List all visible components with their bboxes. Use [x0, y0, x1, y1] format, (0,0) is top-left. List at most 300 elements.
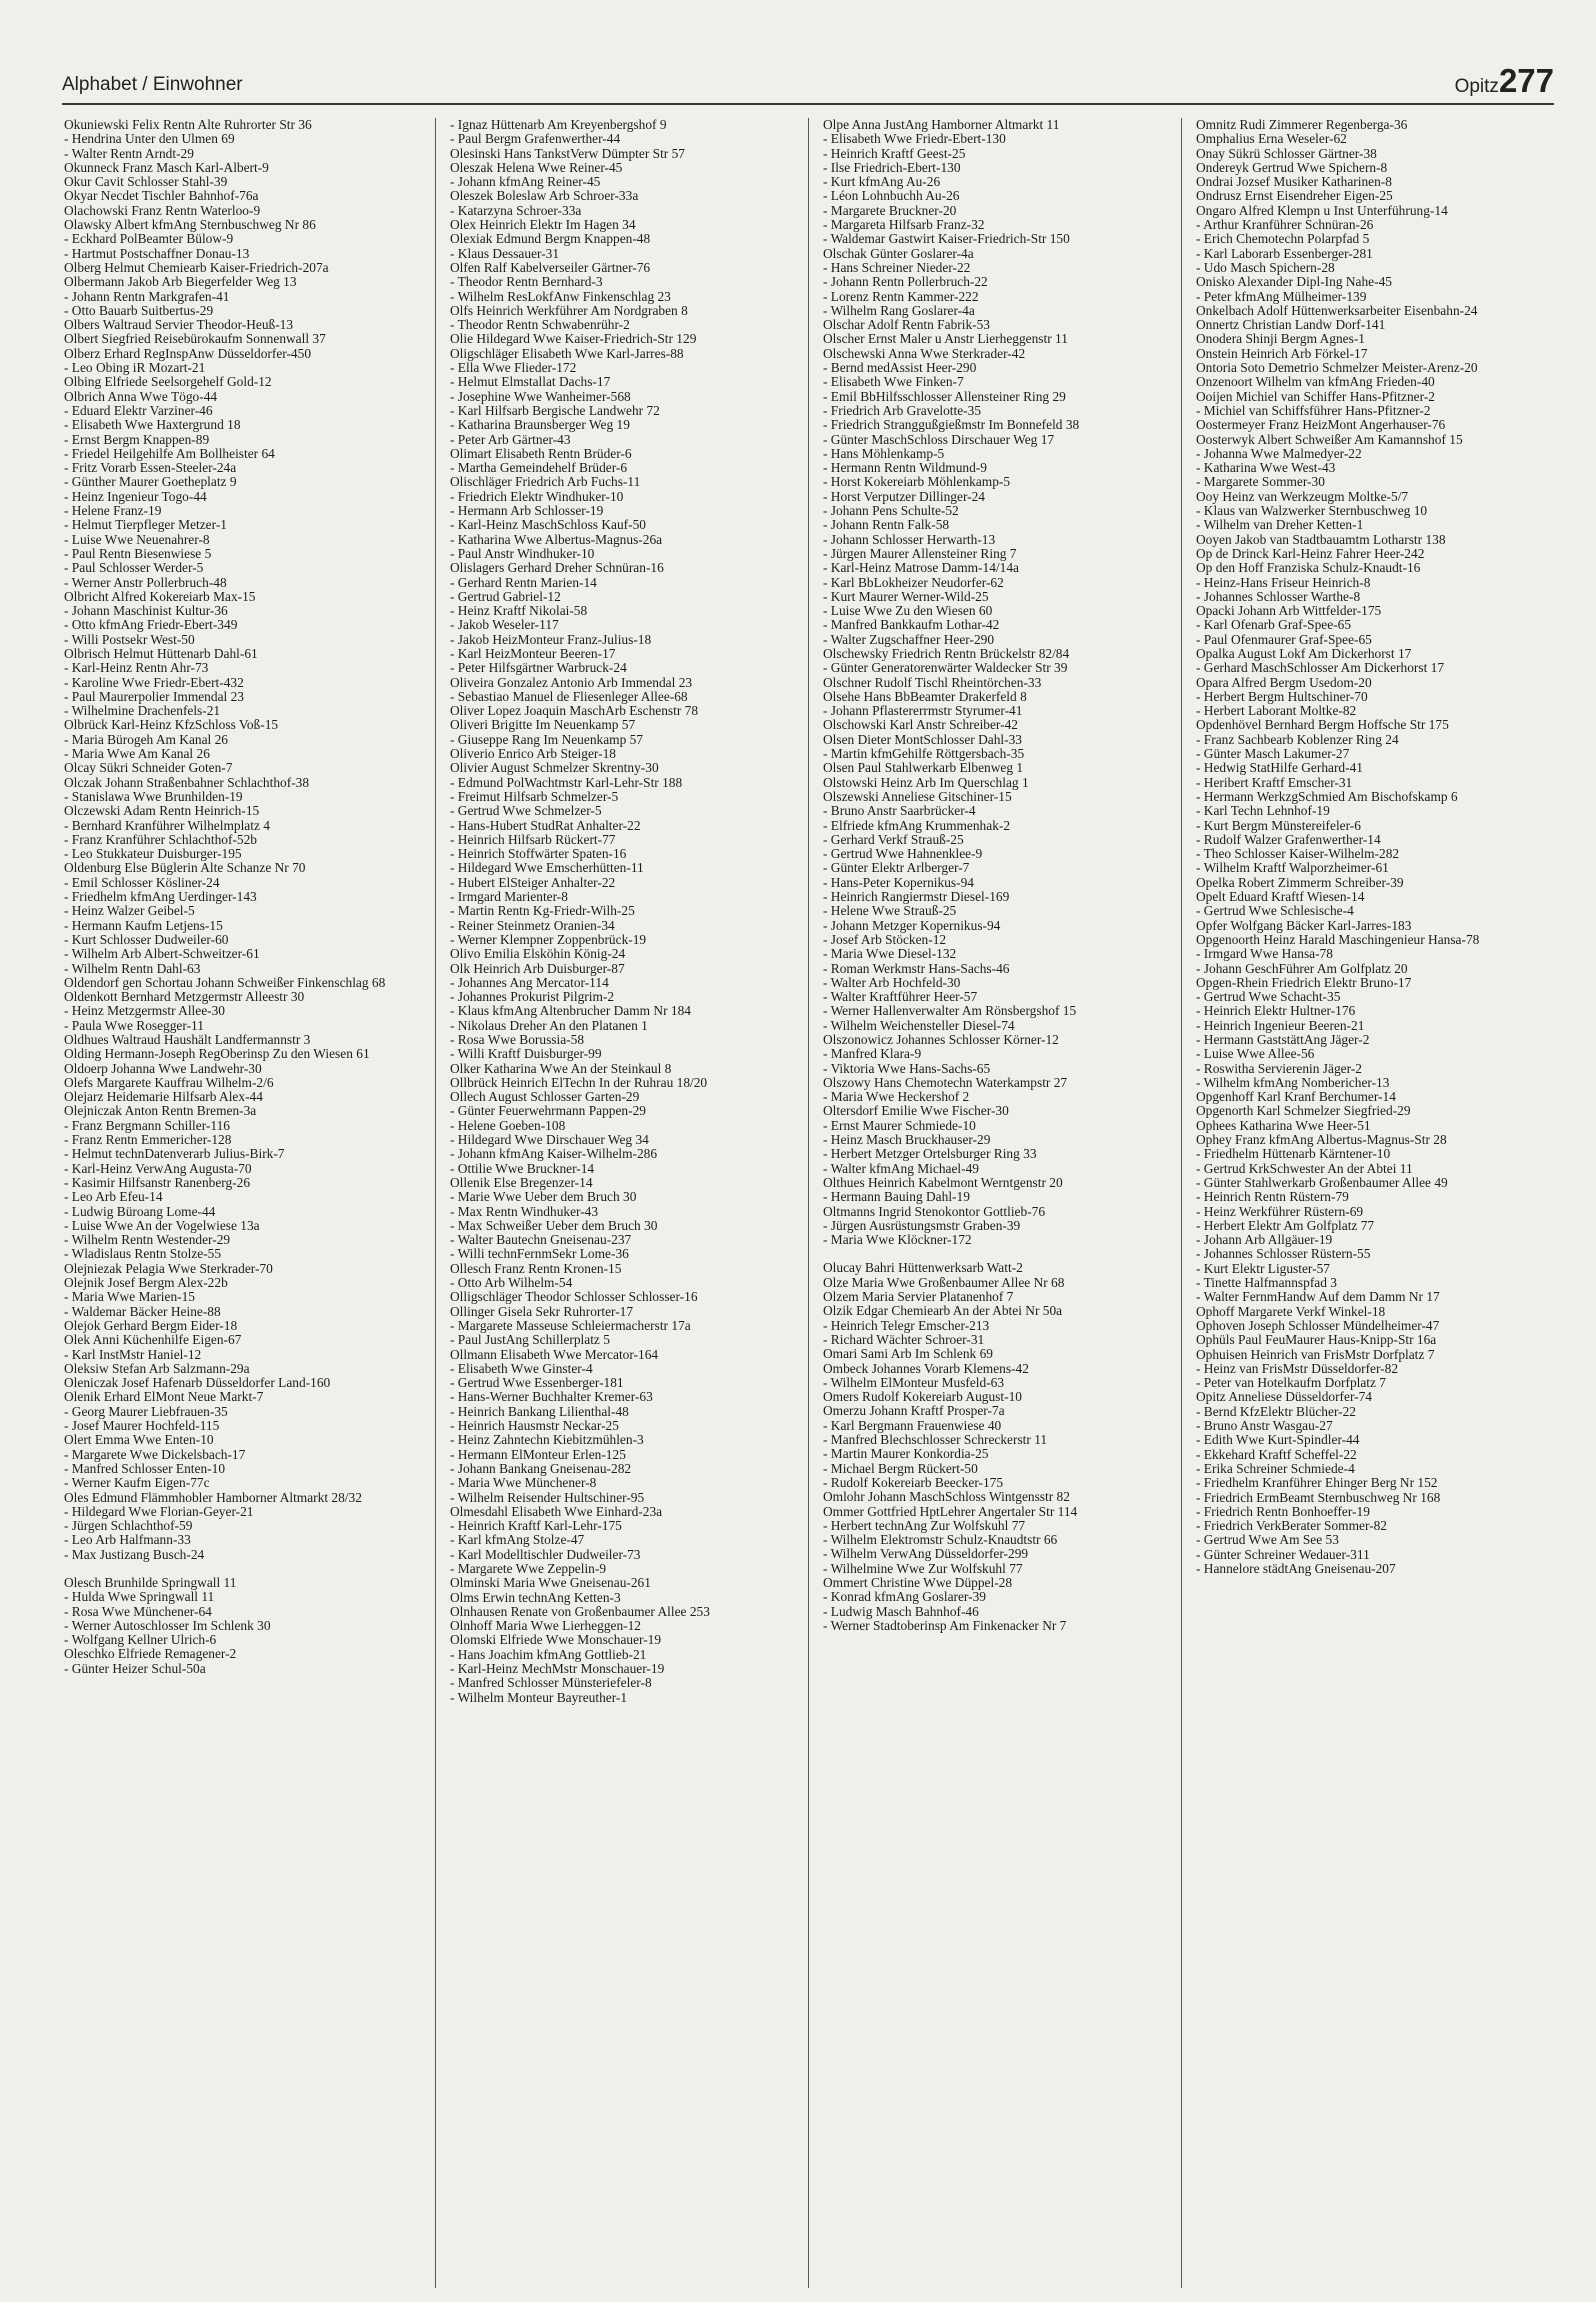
directory-entry: Olschewsky Friedrich Rentn Brückelstr 82/84 [823, 645, 1070, 661]
directory-entry: - Walter Zugschaffner Heer-290 [823, 631, 995, 647]
directory-entry: - Heinrich Ingenieur Beeren-21 [1196, 1017, 1365, 1033]
directory-entry: Opelka Robert Zimmerm Schreiber-39 [1196, 874, 1404, 890]
directory-entry: - Günter Masch Lakumer-27 [1196, 746, 1350, 762]
directory-entry: - Gertrud Wwe Schmelzer-5 [450, 803, 602, 819]
directory-entry: - Margareta Hilfsarb Franz-32 [823, 217, 985, 233]
directory-entry: - Walter Kraftführer Heer-57 [823, 989, 978, 1005]
directory-entry: - Heinrich Telegr Emscher-213 [823, 1317, 990, 1333]
directory-entry: Oles Edmund Flämmhobler Hamborner Altmarkt 28/32 [64, 1489, 362, 1505]
directory-entry: - Franz Sachbearb Koblenzer Ring 24 [1196, 731, 1399, 747]
directory-entry: - Jürgen Maurer Allensteiner Ring 7 [823, 545, 1017, 561]
directory-entry: Opelt Eduard Kraftf Wiesen-14 [1196, 889, 1365, 905]
directory-entry: - Rudolf Kokereiarb Beecker-175 [823, 1474, 1004, 1490]
directory-entry: Olucay Bahri Hüttenwerksarb Watt-2 [823, 1260, 1023, 1276]
directory-entry: - Arthur Kranführer Schnüran-26 [1196, 217, 1374, 233]
directory-entry: - Friedrich Stranggußgießmstr Im Bonnefeld 38 [823, 417, 1080, 433]
directory-entry: - Johanna Wwe Malmedyer-22 [1196, 445, 1362, 461]
directory-entry: Oldoerp Johanna Wwe Landwehr-30 [64, 1060, 262, 1076]
directory-entry: - Fritz Vorarb Essen-Steeler-24a [64, 460, 237, 476]
directory-entry: - Erich Chemotechn Polarpfad 5 [1196, 231, 1370, 247]
directory-entry: Olesinski Hans TankstVerw Dümpter Str 57 [450, 145, 685, 161]
directory-entry: Olczak Johann Straßenbahner Schlachthof-38 [64, 774, 310, 790]
directory-entry: Olimart Elisabeth Rentn Brüder-6 [450, 445, 632, 461]
directory-entry: Ombeck Johannes Vorarb Klemens-42 [823, 1360, 1029, 1376]
directory-entry: - Giuseppe Rang Im Neuenkamp 57 [450, 731, 644, 747]
directory-entry: - Leo Obing iR Mozart-21 [64, 360, 206, 376]
directory-entry: Olomski Elfriede Wwe Monschauer-19 [450, 1632, 662, 1648]
directory-entry: Ondrai Jozsef Musiker Katharinen-8 [1196, 174, 1392, 190]
directory-entry: - Bruno Anstr Wasgau-27 [1196, 1418, 1333, 1434]
directory-entry: Ommer Gottfried HptLehrer Angertaler Str 114 [823, 1503, 1078, 1519]
directory-entry: - Paula Wwe Rosegger-11 [64, 1017, 204, 1033]
directory-entry: - Johann Arb Allgäuer-19 [1196, 1232, 1333, 1248]
directory-entry: - Gerhard MaschSchlosser Am Dickerhorst 17 [1196, 660, 1445, 676]
directory-entry: - Manfred Blechschlosser Schreckerstr 11 [823, 1432, 1048, 1448]
directory-entry: - Margarete Wwe Dickelsbach-17 [64, 1446, 246, 1462]
directory-entry: Olschowski Karl Anstr Schreiber-42 [823, 717, 1018, 733]
directory-entry: - Ludwig Büroang Lome-44 [64, 1203, 216, 1219]
publisher-name: Opitz [1454, 76, 1499, 97]
directory-entry: Olbing Elfriede Seelsorgehelf Gold-12 [64, 374, 272, 390]
directory-entry: Olsehe Hans BbBeamter Drakerfeld 8 [823, 688, 1027, 704]
directory-entry: - Eckhard PolBeamter Bülow-9 [64, 231, 234, 247]
directory-entry: Olscher Ernst Maler u Anstr Lierheggenstr 11 [823, 331, 1068, 347]
directory-entry: - Werner Kaufm Eigen-77c [64, 1475, 210, 1491]
directory-entry: Olschewski Anna Wwe Sterkrader-42 [823, 345, 1026, 361]
directory-entry: Omari Sami Arb Im Schlenk 69 [823, 1346, 993, 1362]
directory-entry: - Wilhelm Reisender Hultschiner-95 [450, 1489, 645, 1505]
directory-entry: - Hendrina Unter den Ulmen 69 [64, 131, 235, 147]
directory-entry: - Hans Schreiner Nieder-22 [823, 259, 971, 275]
directory-entry: - Heinrich Hausmstr Neckar-25 [450, 1418, 619, 1434]
directory-entry: Ooyen Jakob van Stadtbauamtm Lotharstr 138 [1196, 531, 1446, 547]
directory-entry: - Heinz Masch Bruckhauser-29 [823, 1132, 991, 1148]
directory-entry: - Margarete Masseuse Schleiermacherstr 17a [450, 1317, 691, 1333]
directory-entry: Okyar Necdet Tischler Bahnhof-76a [64, 188, 259, 204]
directory-entry: - Heinz Ingenieur Togo-44 [64, 488, 207, 504]
directory-entry: Oleszak Helena Wwe Reiner-45 [450, 159, 623, 175]
directory-entry: - Theodor Rentn Bernhard-3 [450, 274, 603, 290]
header-rule [62, 103, 1554, 105]
directory-entry: - Helmut Elmstallat Dachs-17 [450, 374, 611, 390]
directory-entry: Ondrusz Ernst Eisendreher Eigen-25 [1196, 188, 1393, 204]
directory-entry: - Ernst Maurer Schmiede-10 [823, 1117, 976, 1133]
directory-entry: Onnertz Christian Landw Dorf-141 [1196, 317, 1386, 333]
directory-entry: - Edmund PolWachtmstr Karl-Lehr-Str 188 [450, 774, 683, 790]
directory-entry: - Wilhelm ElMonteur Musfeld-63 [823, 1374, 1005, 1390]
directory-entry: - Johannes Ang Mercator-114 [450, 974, 609, 990]
directory-entry: - Elisabeth Wwe Ginster-4 [450, 1360, 593, 1376]
directory-entry: - Günter Elektr Arlberger-7 [823, 860, 970, 876]
directory-entry: - Heinrich Elektr Hultner-176 [1196, 1003, 1356, 1019]
directory-entry: - Werner Hallenverwalter Am Rönsbergshof 15 [823, 1003, 1077, 1019]
directory-entry: Ooy Heinz van Werkzeugm Moltke-5/7 [1196, 488, 1409, 504]
directory-entry: Olbricht Alfred Kokereiarb Max-15 [64, 588, 256, 604]
directory-entry: - Ernst Bergm Knappen-89 [64, 431, 210, 447]
directory-entry: - Jürgen Ausrüstungsmstr Graben-39 [823, 1217, 1021, 1233]
directory-entry: - Hans-Hubert StudRat Anhalter-22 [450, 817, 641, 833]
directory-entry: Onay Sükrü Schlosser Gärtner-38 [1196, 145, 1377, 161]
directory-entry: - Josephine Wwe Wanheimer-568 [450, 388, 631, 404]
directory-entry: Olzik Edgar Chemiearb An der Abtei Nr 50a [823, 1303, 1063, 1319]
directory-entry: - Hildegard Wwe Dirschauer Weg 34 [450, 1132, 649, 1148]
directory-entry: - Wilhelm Arb Albert-Schweitzer-61 [64, 946, 260, 962]
directory-entry: - Elisabeth Wwe Finken-7 [823, 374, 964, 390]
directory-entry: - Rosa Wwe Borussia-58 [450, 1032, 585, 1047]
directory-entry: - Wilhelm VerwAng Düsseldorfer-299 [823, 1546, 1029, 1562]
directory-entry: - Wilhelm van Dreher Ketten-1 [1196, 517, 1364, 533]
directory-entry: - Elfriede kfmAng Krummenhak-2 [823, 817, 1011, 833]
directory-entry: Olsen Dieter MontSchlosser Dahl-33 [823, 731, 1022, 747]
directory-entry: - Hermann Bauing Dahl-19 [823, 1189, 970, 1205]
directory-entry: - Klaus kfmAng Altenbrucher Damm Nr 184 [450, 1003, 691, 1019]
directory-entry: Olze Maria Wwe Großenbaumer Allee Nr 68 [823, 1274, 1065, 1290]
directory-entry: Olszowy Hans Chemotechn Waterkampstr 27 [823, 1074, 1068, 1090]
directory-entry: - Werner Anstr Pollerbruch-48 [64, 574, 227, 590]
directory-entry: - Hildegard Wwe Florian-Geyer-21 [64, 1503, 254, 1519]
directory-entry: - Johann kfmAng Kaiser-Wilhelm-286 [450, 1146, 658, 1162]
directory-entry: - Friedhelm Kranführer Ehinger Berg Nr 152 [1196, 1475, 1438, 1491]
directory-entry: - Waldemar Gastwirt Kaiser-Friedrich-Str 150 [823, 231, 1070, 247]
directory-entry: - Karl-Heinz Matrose Damm-14/14a [823, 560, 1019, 576]
directory-entry: - Günter MaschSchloss Dirschauer Weg 17 [823, 431, 1055, 447]
directory-entry: Oleschko Elfriede Remagener-2 [64, 1646, 237, 1662]
directory-entry: - Martin kfmGehilfe Röttgersbach-35 [823, 746, 1025, 762]
directory-entry: - Friedel Heilgehilfe Am Bollheister 64 [64, 445, 275, 461]
directory-entry: - Ottilie Wwe Bruckner-14 [450, 1160, 595, 1176]
directory-entry: - Wilhelm Rentn Dahl-63 [64, 960, 201, 976]
directory-entry: - Friedrich Elektr Windhuker-10 [450, 488, 624, 504]
directory-entry: - Hulda Wwe Springwall 11 [64, 1589, 215, 1605]
directory-entry: - Karl-Heinz MaschSchloss Kauf-50 [450, 517, 646, 533]
directory-entry: Oliver Lopez Joaquin MaschArb Eschenstr 78 [450, 703, 699, 719]
column-4 [1181, 118, 1554, 2288]
directory-entry: Onkelbach Adolf Hüttenwerksarbeiter Eisenbahn-24 [1196, 302, 1478, 318]
directory-entry: Olk Heinrich Arb Duisburger-87 [450, 960, 625, 976]
directory-entry: Onzenoort Wilhelm van kfmAng Frieden-40 [1196, 374, 1435, 390]
directory-entry: - Helene Wwe Strauß-25 [823, 903, 957, 919]
directory-entry: Olligschläger Theodor Schlosser Schlosser-16 [450, 1289, 698, 1305]
directory-entry: - Katarzyna Schroer-33a [450, 202, 582, 218]
directory-entry: - Friedrich VerkBerater Sommer-82 [1196, 1518, 1387, 1534]
directory-entry: - Herbert Bergm Hultschiner-70 [1196, 688, 1368, 704]
directory-entry: - Stanislawa Wwe Brunhilden-19 [64, 788, 243, 804]
directory-entry: Op de Drinck Karl-Heinz Fahrer Heer-242 [1196, 545, 1425, 561]
directory-entry: - Walter Bautechn Gneisenau-237 [450, 1232, 632, 1248]
directory-entry: - Helene Goeben-108 [450, 1117, 566, 1133]
directory-entry: - Elisabeth Wwe Friedr-Ebert-130 [823, 131, 1006, 147]
directory-entry: Olex Heinrich Elektr Im Hagen 34 [450, 217, 636, 233]
directory-entry: Oleksiw Stefan Arb Salzmann-29a [64, 1360, 250, 1376]
directory-entry: - Erika Schreiner Schmiede-4 [1196, 1460, 1355, 1476]
directory-entry: - Wilhelmine Drachenfels-21 [64, 703, 221, 719]
directory-entry: Onstein Heinrich Arb Förkel-17 [1196, 345, 1368, 361]
directory-entry: - Heinz Zahntechn Kiebitzmühlen-3 [450, 1432, 644, 1448]
directory-entry: - Gerhard Rentn Marien-14 [450, 574, 597, 590]
directory-entry: Olbrich Anna Wwe Tögo-44 [64, 388, 218, 404]
directory-entry: Olejnik Josef Bergm Alex-22b [64, 1275, 228, 1291]
directory-entry: Olachowski Franz Rentn Waterloo-9 [64, 202, 261, 218]
directory-entry: - Johann Pens Schulte-52 [823, 503, 959, 519]
directory-entry: - Gertrud Wwe Hahnenklee-9 [823, 846, 983, 862]
directory-entry: Olstowski Heinz Arb Im Querschlag 1 [823, 774, 1029, 790]
directory-entry: - Max Rentn Windhuker-43 [450, 1203, 599, 1219]
directory-entry: - Hans Joachim kfmAng Gottlieb-21 [450, 1646, 647, 1662]
directory-entry: - Heinz Kraftf Nikolai-58 [450, 603, 588, 619]
directory-entry: - Kasimir Hilfsanstr Ranenberg-26 [64, 1174, 251, 1190]
directory-entry: - Horst Verputzer Dillinger-24 [823, 488, 985, 504]
directory-entry: - Gertrud KrkSchwester An der Abtei 11 [1196, 1160, 1413, 1176]
directory-entry: Olsen Paul Stahlwerkarb Elbenweg 1 [823, 760, 1024, 776]
directory-entry: - Johann Maschinist Kultur-36 [64, 603, 228, 619]
directory-entry: - Otto Arb Wilhelm-54 [450, 1275, 573, 1291]
directory-entry: - Johannes Schlosser Rüstern-55 [1196, 1246, 1371, 1262]
directory-entry: - Leo Arb Halfmann-33 [64, 1532, 191, 1548]
directory-entry: - Katharina Braunsberger Weg 19 [450, 417, 630, 433]
column-2 [435, 118, 808, 2288]
directory-entry: - Peter Hilfsgärtner Warbruck-24 [450, 660, 627, 676]
directory-entry: Ollenik Else Bregenzer-14 [450, 1174, 593, 1190]
directory-entry: - Friedrich Rentn Bonhoeffer-19 [1196, 1503, 1370, 1519]
directory-entry: - Karl-Heinz Rentn Ahr-73 [64, 660, 209, 676]
directory-entry: Okur Cavit Schlosser Stahl-39 [64, 174, 228, 190]
directory-entry: Olawsky Albert kfmAng Sternbuschweg Nr 86 [64, 217, 316, 233]
directory-entry: - Rudolf Walzer Grafenwerther-14 [1196, 831, 1381, 847]
directory-entry: - Hans-Peter Kopernikus-94 [823, 874, 974, 890]
directory-entry: - Martin Maurer Konkordia-25 [823, 1446, 989, 1462]
directory-entry: - Paul Rentn Biesenwiese 5 [64, 545, 212, 561]
directory-entry: Olcay Sükri Schneider Goten-7 [64, 760, 233, 776]
directory-entry: Opacki Johann Arb Wittfelder-175 [1196, 603, 1382, 619]
directory-entry: Onodera Shinji Bergm Agnes-1 [1196, 331, 1365, 347]
directory-entry: - Hans-Werner Buchhalter Kremer-63 [450, 1389, 653, 1405]
directory-entry: Olischläger Friedrich Arb Fuchs-11 [450, 474, 641, 490]
directory-entry: Olbrisch Helmut Hüttenarb Dahl-61 [64, 645, 258, 661]
directory-entry: - Hermann WerkzgSchmied Am Bischofskamp 6 [1196, 788, 1458, 804]
directory-entry: Oleniczak Josef Hafenarb Düsseldorfer Land-160 [64, 1375, 331, 1391]
directory-entry: - Hannelore städtAng Gneisenau-207 [1196, 1560, 1396, 1576]
directory-entry: - Wilhelm Monteur Bayreuther-1 [450, 1689, 628, 1705]
directory-entry: - Willi Kraftf Duisburger-99 [450, 1046, 602, 1062]
directory-entry: Olejok Gerhard Bergm Eider-18 [64, 1317, 238, 1333]
directory-entry: - Tinette Halfmannspfad 3 [1196, 1275, 1337, 1291]
column-3 [808, 118, 1181, 2288]
directory-entry: - Wilhelm Rentn Westender-29 [64, 1232, 231, 1248]
directory-entry: Ollmann Elisabeth Wwe Mercator-164 [450, 1346, 659, 1362]
directory-entry: - Kurt Elektr Liguster-57 [1196, 1260, 1330, 1276]
directory-entry: - Theodor Rentn Schwabenrühr-2 [450, 317, 630, 333]
directory-entry: Olberz Erhard RegInspAnw Düsseldorfer-450 [64, 345, 312, 361]
directory-entry: Olnhoff Maria Wwe Lierheggen-12 [450, 1618, 641, 1634]
directory-entry: - Gertrud Wwe Am See 53 [1196, 1532, 1339, 1548]
directory-entry: - Martin Rentn Kg-Friedr-Wilh-25 [450, 903, 635, 919]
directory-entry: - Karl-Heinz VerwAng Augusta-70 [64, 1160, 252, 1176]
entry-gap [823, 1247, 1173, 1261]
directory-entry: - Bernhard Kranführer Wilhelmplatz 4 [64, 817, 270, 833]
directory-entry: Ophüls Paul FeuMaurer Haus-Knipp-Str 16a [1196, 1332, 1437, 1348]
directory-entry: Ophoven Joseph Schlosser Mündelheimer-47 [1196, 1317, 1440, 1333]
directory-entry: Opgenoorth Heinz Harald Maschingenieur Hansa-78 [1196, 931, 1480, 947]
directory-entry: - Karl kfmAng Stolze-47 [450, 1532, 585, 1548]
directory-entry: - Léon Lohnbuchh Au-26 [823, 188, 960, 204]
directory-entry: - Wladislaus Rentn Stolze-55 [64, 1246, 222, 1262]
directory-entry: - Luise Wwe An der Vogelwiese 13a [64, 1217, 260, 1233]
directory-entry: Opfer Wolfgang Bäcker Karl-Jarres-183 [1196, 917, 1412, 933]
directory-entry: Onisko Alexander Dipl-Ing Nahe-45 [1196, 274, 1392, 290]
directory-entry: - Günter Heizer Schul-50a [64, 1660, 206, 1676]
directory-entry: Ollbrück Heinrich ElTechn In der Ruhrau 18/20 [450, 1074, 708, 1090]
directory-entry: Olschak Günter Goslarer-4a [823, 245, 974, 261]
directory-entry: - Ilse Friedrich-Ebert-130 [823, 159, 961, 175]
directory-entry: - Paul Schlosser Werder-5 [64, 560, 204, 576]
directory-entry: - Karl Ofenarb Graf-Spee-65 [1196, 617, 1352, 633]
directory-entry: - Wilhelm kfmAng Nombericher-13 [1196, 1074, 1390, 1090]
directory-entry: - Leo Stukkateur Duisburger-195 [64, 846, 242, 862]
directory-entry: - Ignaz Hüttenarb Am Kreyenbergshof 9 [450, 118, 667, 132]
directory-entry: - Heinz Werkführer Rüstern-69 [1196, 1203, 1364, 1219]
directory-entry: - Klaus Dessauer-31 [450, 245, 560, 261]
column-1 [62, 118, 435, 2288]
directory-entry: - Günter Feuerwehrmann Pappen-29 [450, 1103, 646, 1119]
directory-entry: - Günther Maurer Goetheplatz 9 [64, 474, 237, 490]
directory-entry: - Michael Bergm Rückert-50 [823, 1460, 978, 1476]
directory-entry: Olms Erwin technAng Ketten-3 [450, 1589, 621, 1605]
directory-entry: Oliveira Gonzalez Antonio Arb Immendal 23 [450, 674, 693, 690]
directory-entry: Okunneck Franz Masch Karl-Albert-9 [64, 159, 269, 175]
directory-entry: - Kurt kfmAng Au-26 [823, 174, 941, 190]
directory-entry: - Heinz Metzgermstr Allee-30 [64, 1003, 226, 1019]
directory-entry: - Gerhard Verkf Strauß-25 [823, 831, 964, 847]
directory-entry: Olminski Maria Wwe Gneisenau-261 [450, 1575, 651, 1591]
directory-entry: - Johannes Schlosser Warthe-8 [1196, 588, 1361, 604]
directory-entry: Ophey Franz kfmAng Albertus-Magnus-Str 28 [1196, 1132, 1447, 1148]
directory-entry: - Helene Franz-19 [64, 503, 162, 519]
directory-entry: Ongaro Alfred Klempn u Inst Unterführung-14 [1196, 202, 1448, 218]
directory-entry: - Herbert technAng Zur Wolfskuhl 77 [823, 1517, 1026, 1533]
directory-entry: - Margarete Bruckner-20 [823, 202, 957, 218]
directory-entry: Okuniewski Felix Rentn Alte Ruhrorter Str 36 [64, 118, 312, 132]
directory-entry: - Heinrich Rangiermstr Diesel-169 [823, 889, 1010, 905]
directory-entry: Opitz Anneliese Düsseldorfer-74 [1196, 1389, 1372, 1405]
directory-entry: Olberg Helmut Chemiearb Kaiser-Friedrich-207a [64, 259, 329, 275]
directory-entry: - Karoline Wwe Friedr-Ebert-432 [64, 674, 244, 690]
directory-entry: - Werner Autoschlosser Im Schlenk 30 [64, 1617, 271, 1633]
directory-entry: - Bruno Anstr Saarbrücker-4 [823, 803, 976, 819]
directory-entry: - Katharina Wwe West-43 [1196, 460, 1336, 476]
directory-entry: - Hermann ElMonteur Erlen-125 [450, 1446, 626, 1462]
directory-entry: - Walter Rentn Arndt-29 [64, 145, 194, 161]
directory-entry: Olesch Brunhilde Springwall 11 [64, 1574, 237, 1590]
directory-entry: Olek Anni Küchenhilfe Eigen-67 [64, 1332, 242, 1348]
directory-entry: Omphalius Erna Weseler-62 [1196, 131, 1347, 147]
directory-entry: - Wilhelm ResLokfAnw Finkenschlag 23 [450, 288, 671, 304]
directory-entry: - Heinrich Rentn Rüstern-79 [1196, 1189, 1349, 1205]
directory-entry: - Luise Wwe Neuenahrer-8 [64, 531, 210, 547]
directory-entry: Omlohr Johann MaschSchloss Wintgensstr 82 [823, 1489, 1070, 1505]
directory-entry: - Emil BbHilfsschlosser Allensteiner Ring 29 [823, 388, 1066, 404]
directory-entry: Olczewski Adam Rentn Heinrich-15 [64, 803, 260, 819]
directory-entry: - Walter Arb Hochfeld-30 [823, 974, 961, 990]
directory-entry: Olker Katharina Wwe An der Steinkaul 8 [450, 1060, 672, 1076]
directory-entry: - Karl Laborarb Essenberger-281 [1196, 245, 1373, 261]
directory-entry: - Willi technFernmSekr Lome-36 [450, 1246, 629, 1262]
directory-entry: Olivo Emilia Elsköhin König-24 [450, 946, 626, 962]
directory-entry: - Josef Maurer Hochfeld-115 [64, 1418, 220, 1434]
directory-entry: - Wilhelm Rang Goslarer-4a [823, 302, 975, 318]
directory-entry: - Maria Wwe Klöckner-172 [823, 1232, 972, 1248]
directory-entry: - Karl BbLokheizer Neudorfer-62 [823, 574, 1004, 590]
directory-entry: - Paul JustAng Schillerplatz 5 [450, 1332, 610, 1348]
directory-entry: Olivier August Schmelzer Skrentny-30 [450, 760, 659, 776]
directory-entry: Ommert Christine Wwe Düppel-28 [823, 1574, 1013, 1590]
directory-entry: - Johann GeschFührer Am Golfplatz 20 [1196, 960, 1408, 976]
directory-entry: - Ekkehard Kraftf Scheffel-22 [1196, 1446, 1357, 1462]
directory-entry: - Karl InstMstr Haniel-12 [64, 1346, 202, 1362]
directory-entry: - Friedhelm Hüttenarb Kärntener-10 [1196, 1146, 1391, 1162]
directory-entry: - Herbert Metzger Ortelsburger Ring 33 [823, 1146, 1037, 1162]
directory-entry: Opara Alfred Bergm Usedom-20 [1196, 674, 1372, 690]
directory-entry: Olislagers Gerhard Dreher Schnüran-16 [450, 560, 664, 576]
directory-entry: - Maria Wwe Münchener-8 [450, 1475, 597, 1491]
directory-entry: - Johann Metzger Kopernikus-94 [823, 917, 1001, 933]
directory-entry: - Heinz Walzer Geibel-5 [64, 903, 195, 919]
directory-entry: Oltmanns Ingrid Stenokontor Gottlieb-76 [823, 1203, 1046, 1219]
directory-entry: - Elisabeth Wwe Haxtergrund 18 [64, 417, 241, 433]
directory-entry: - Maria Wwe Diesel-132 [823, 946, 957, 962]
directory-entry: Olfen Ralf Kabelverseiler Gärtner-76 [450, 259, 651, 275]
directory-entry: - Wilhelm Weichensteller Diesel-74 [823, 1017, 1015, 1033]
directory-entry: Ollech August Schlosser Garten-29 [450, 1089, 640, 1105]
directory-entry: - Gertrud Gabriel-12 [450, 588, 561, 604]
directory-entry: Olejniczak Anton Rentn Bremen-3a [64, 1103, 257, 1119]
directory-entry: - Martha Gemeindehelf Brüder-6 [450, 460, 628, 476]
directory-entry: - Günter Generatorenwärter Waldecker Str 39 [823, 660, 1068, 676]
directory-entry: - Theo Schlosser Kaiser-Wilhelm-282 [1196, 846, 1400, 862]
directory-entry: - Peter van Hotelkaufm Dorfplatz 7 [1196, 1375, 1387, 1391]
directory-entry: Ontoria Soto Demetrio Schmelzer Meister-Arenz-20 [1196, 360, 1478, 376]
directory-entry: Olbrück Karl-Heinz KfzSchloss Voß-15 [64, 717, 279, 733]
directory-entry: Oostermeyer Franz HeizMont Angerhauser-76 [1196, 417, 1446, 433]
directory-entry: - Ella Wwe Flieder-172 [450, 360, 577, 376]
directory-entry: Olbert Siegfried Reisebürokaufm Sonnenwall 37 [64, 331, 326, 347]
directory-entry: Olmesdahl Elisabeth Wwe Einhard-23a [450, 1503, 663, 1519]
directory-entry: - Heinrich Hilfsarb Rückert-77 [450, 831, 616, 847]
directory-entry: - Richard Wächter Schroer-31 [823, 1331, 985, 1347]
directory-entry: - Roswitha Servierenin Jäger-2 [1196, 1060, 1362, 1076]
directory-entry: - Friedrich ErmBeamt Sternbuschweg Nr 168 [1196, 1489, 1441, 1505]
directory-entry: - Rosa Wwe Münchener-64 [64, 1603, 212, 1619]
directory-entry: - Gertrud Wwe Essenberger-181 [450, 1375, 624, 1391]
directory-entry: - Bernd medAssist Heer-290 [823, 360, 977, 376]
directory-entry: - Kurt Bergm Münstereifeler-6 [1196, 817, 1361, 833]
directory-entry: Opgenhoff Karl Kranf Berchumer-14 [1196, 1089, 1396, 1105]
directory-entry: Oldenburg Else Büglerin Alte Schanze Nr 70 [64, 860, 306, 876]
directory-entry: - Paul Ofenmaurer Graf-Spee-65 [1196, 631, 1372, 647]
directory-entry: - Wilhelmine Wwe Zur Wolfskuhl 77 [823, 1560, 1023, 1576]
directory-entry: - Hubert ElSteiger Anhalter-22 [450, 874, 616, 890]
directory-entry: Ooijen Michiel van Schiffer Hans-Pfitzner-2 [1196, 388, 1435, 404]
directory-entry: Olenik Erhard ElMont Neue Markt-7 [64, 1389, 264, 1405]
directory-entry: Olzem Maria Servier Platanenhof 7 [823, 1289, 1014, 1305]
directory-entry: - Johann Bankang Gneisenau-282 [450, 1460, 632, 1476]
directory-entry: - Kurt Schlosser Dudweiler-60 [64, 931, 229, 947]
page-header [62, 60, 1554, 104]
directory-entry: Olbermann Jakob Arb Biegerfelder Weg 13 [64, 274, 297, 290]
directory-entry: - Johann Rentn Markgrafen-41 [64, 288, 230, 304]
directory-entry: Olszonowicz Johannes Schlosser Körner-12 [823, 1032, 1059, 1047]
directory-entry: - Edith Wwe Kurt-Spindler-44 [1196, 1432, 1360, 1448]
directory-entry: - Emil Schlosser Kösliner-24 [64, 874, 220, 890]
